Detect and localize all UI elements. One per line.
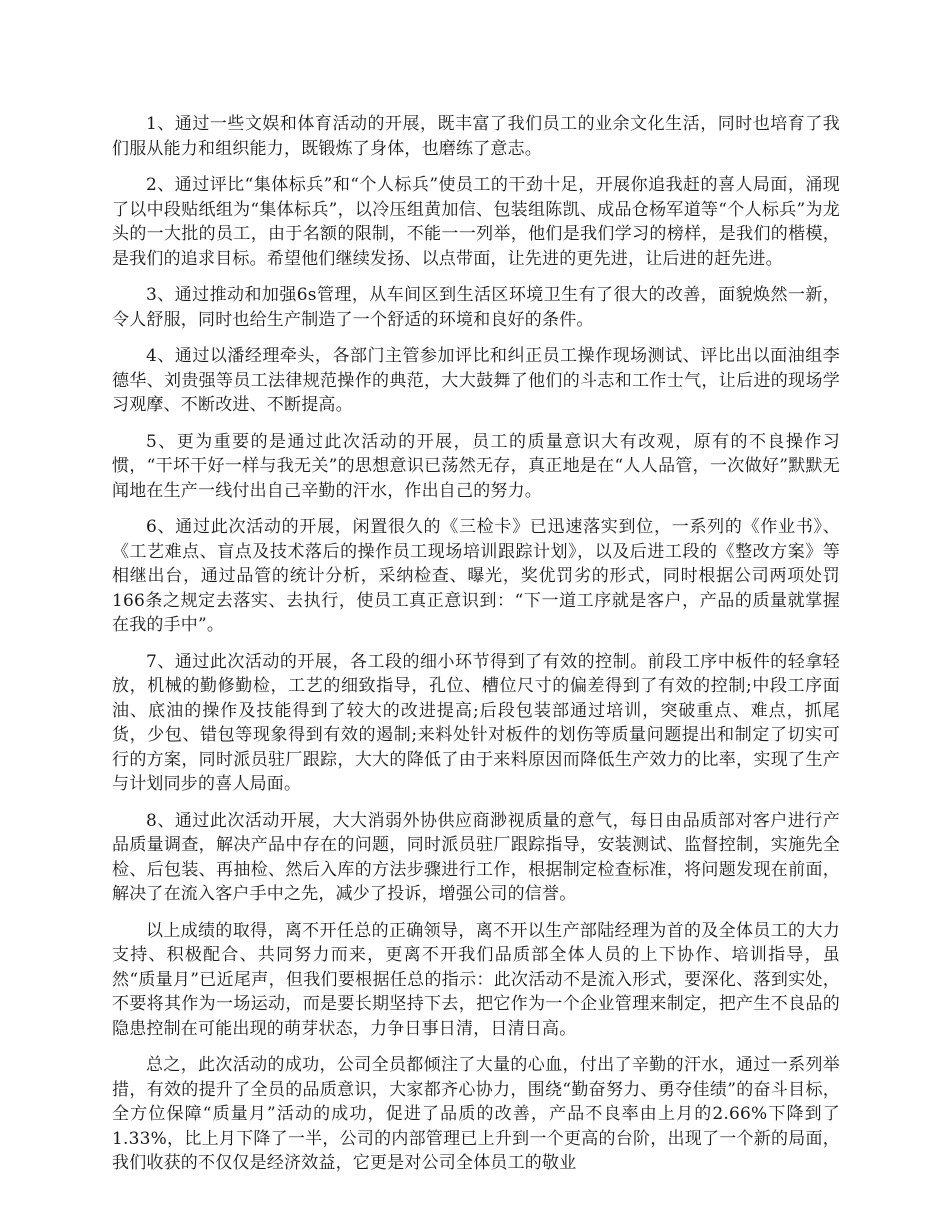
paragraph-2: 2、通过评比“集体标兵”和“个人标兵”使员工的干劲十足，开展你追我赶的喜人局面，涌现了以中段贴纸组为“集体标兵”，以冷压组黄加信、包装组陈凯、成品仓杨军道等“个人标兵”为龙头的一大批的员工，由于名额的限制，不能一一列举，他们是我们学习的榜样，是我们的楷模，是我们的追求目标。希望他们继续发扬、以点带面，让先进的更先进，让后进的赶先进。 — [112, 175, 840, 269]
paragraph-3: 3、通过推动和加强6s管理，从车间区到生活区环境卫生有了很大的改善，面貌焕然一新，令人舒服，同时也给生产制造了一个舒适的环境和良好的条件。 — [112, 285, 840, 330]
paragraph-4: 4、通过以潘经理牵头，各部门主管参加评比和纠正员工操作现场测试、评比出以面油组李德华、刘贵强等员工法律规范操作的典范，大大鼓舞了他们的斗志和工作士气，让后进的现场学习观摩、不断改进、不断提高。 — [112, 346, 840, 415]
paragraph-1: 1、通过一些文娱和体育活动的开展，既丰富了我们员工的业余文化生活，同时也培育了我们服从能力和组织能力，既锻炼了身体，也磨练了意志。 — [112, 114, 840, 159]
document-body — [112, 112, 840, 1188]
paragraph-5: 5、更为重要的是通过此次活动的开展，员工的质量意识大有改观，原有的不良操作习惯，“干坏干好一样与我无关”的思想意识已荡然无存，真正地是在“人人品管，一次做好”默默无闻地在生产一线付出自己辛勤的汗水，作出自己的努力。 — [112, 431, 840, 501]
paragraph-conclusion: 总之，此次活动的成功，公司全员都倾注了大量的心血，付出了辛勤的汗水，通过一系列举措，有效的提升了全员的品质意识，大家都齐心协力，围绕“勤奋努力、勇夺佳绩”的奋斗目标，全方位保障“质量月”活动的成功，促进了品质的改善，产品不良率由上月的2.66%下降到了1.33%，比上月下降了一半，公司的内部管理已上升到一个更高的台阶，出现了一个新的局面，我们收获的不仅仅是经济效益，它更是对公司全体员工的敬业 — [112, 1055, 840, 1173]
paragraph-7: 7、通过此次活动的开展，各工段的细小环节得到了有效的控制。前段工序中板件的轻拿轻放，机械的勤修勤检，工艺的细致指导，孔位、槽位尺寸的偏差得到了有效的控制;中段工序面油、底油的操作及技能得到了较大的改进提高;后段包装部通过培训，突破重点、难点，抓尾货，少包、错包等现象得到有效的遏制;来料处针对板件的划伤等质量问题提出和制定了切实可行的方案，同时派员驻厂跟踪，大大的降低了由于来料原因而降低生产效力的比率，实现了生产与计划同步的喜人局面。 — [112, 651, 840, 794]
paragraph-6: 6、通过此次活动的开展，闲置很久的《三检卡》已迅速落实到位，一系列的《作业书》、《工艺难点、盲点及技术落后的操作员工现场培训跟踪计划》，以及后进工段的《整改方案》等相继出台，通过品管的统计分析，采纳检查、曝光，奖优罚劣的形式，同时根据公司两项处罚166条之规定去落实、去执行，使员工真正意识到：“下一道工序就是客户，产品的质量就掌握在我的手中”。 — [112, 517, 840, 635]
paragraph-8: 8、通过此次活动开展，大大消弱外协供应商渺视质量的意气，每日由品质部对客户进行产品质量调查，解决产品中存在的问题，同时派员驻厂跟踪指导，安装测试、监督控制，实施先全检、后包装、再抽检、然后入库的方法步骤进行工作，根据制定检查标准，将问题发现在前面，解决了在流入客户手中之先，减少了投诉，增强公司的信誉。 — [112, 810, 840, 904]
paragraph-achievements: 以上成绩的取得，离不开任总的正确领导，离不开以生产部陆经理为首的及全体员工的大力支持、积极配合、共同努力而来，更离不开我们品质部全体人员的上下协作、培训指导，虽然“质量月”已近尾声，但我们要根据任总的指示：此次活动不是流入形式，要深化、落到实处，不要将其作为一场运动，而是要长期坚持下去，把它作为一个企业管理来制定，把产生不良品的隐患控制在可能出现的萌芽状态，力争日事日清，日清日高。 — [112, 920, 840, 1039]
